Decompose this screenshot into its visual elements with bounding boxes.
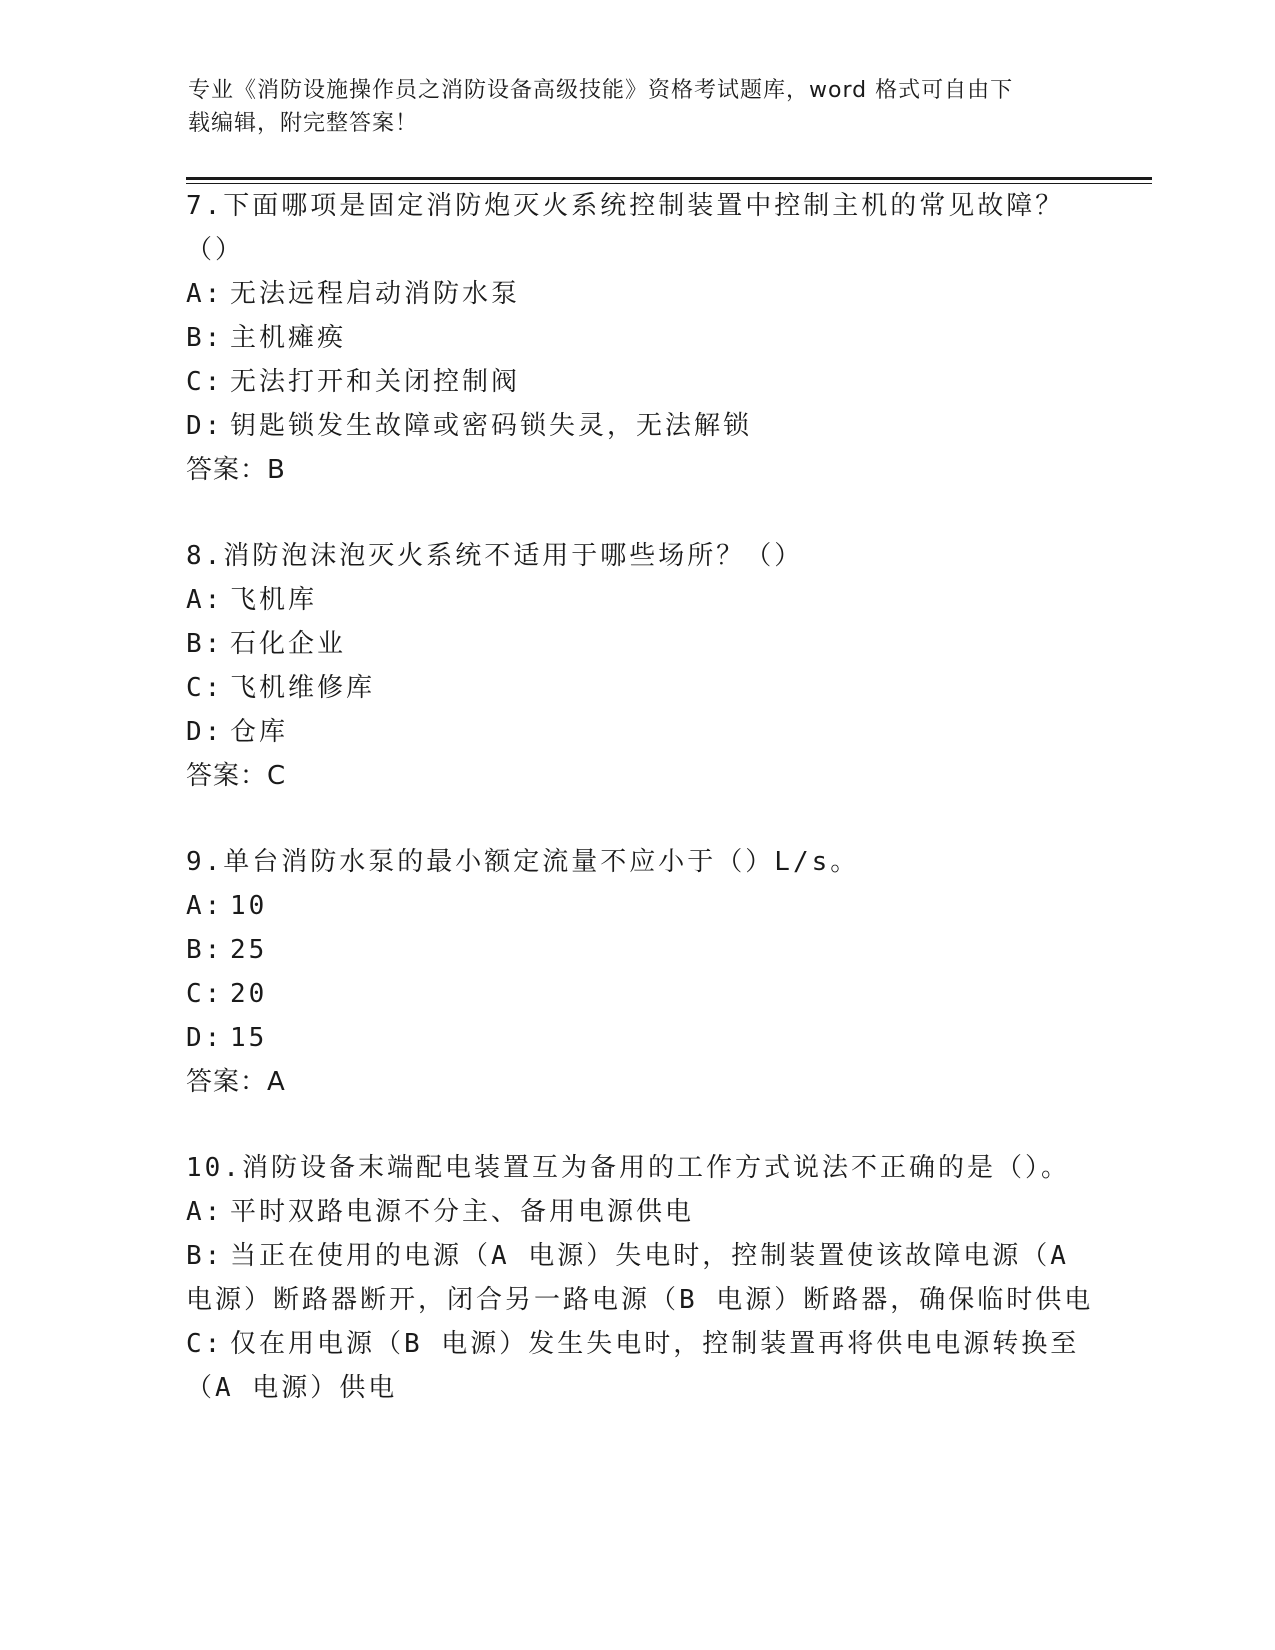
question-9-answer: 答案：A xyxy=(186,1067,286,1097)
question-7-option-a xyxy=(186,278,520,310)
option-text: 平时双路电源不分主、备用电源供电 xyxy=(230,1197,695,1227)
question-7-answer: 答案：B xyxy=(186,455,286,485)
option-text: 仅在用电源（B 电源）发生失电时，控制装置再将供电电源转换至 xyxy=(230,1329,1080,1359)
question-7-option-d xyxy=(186,410,752,442)
header-line-1: 专业《消防设施操作员之消防设备高级技能》资格考试题库，word 格式可自由下 xyxy=(188,78,1014,103)
option-label: A: xyxy=(186,279,224,309)
question-10-option-b xyxy=(186,1240,1069,1272)
option-text: 无法打开和关闭控制阀 xyxy=(230,367,521,397)
document-header xyxy=(188,74,1068,140)
option-text: 飞机库 xyxy=(230,585,318,615)
option-text: 25 xyxy=(230,935,268,965)
question-8-option-c xyxy=(186,672,375,704)
question-8-stem: 8.消防泡沫泡灭火系统不适用于哪些场所？（） xyxy=(186,541,804,571)
option-label: B: xyxy=(186,629,224,659)
option-label: C: xyxy=(186,979,224,1009)
header-rule-thin xyxy=(186,183,1152,184)
question-10-option-c xyxy=(186,1328,1079,1360)
option-label: D: xyxy=(186,1023,224,1053)
question-9-option-b xyxy=(186,934,267,966)
question-7-stem: 7.下面哪项是固定消防炮灭火系统控制装置中控制主机的常见故障？ xyxy=(186,191,1065,221)
option-text: 10 xyxy=(230,891,268,921)
option-text: 20 xyxy=(230,979,268,1009)
question-9-option-d xyxy=(186,1022,267,1054)
question-7-option-c xyxy=(186,366,520,398)
question-10-option-b-cont: 电源）断路器断开，闭合另一路电源（B 电源）断路器，确保临时供电 xyxy=(186,1285,1094,1315)
option-label: C: xyxy=(186,1329,224,1359)
option-label: B: xyxy=(186,935,224,965)
option-text: 飞机维修库 xyxy=(230,673,376,703)
option-text: 主机瘫痪 xyxy=(230,323,347,353)
option-label: A: xyxy=(186,891,224,921)
header-line-2: 载编辑，附完整答案！ xyxy=(188,111,419,136)
question-10-stem: 10.消防设备末端配电装置互为备用的工作方式说法不正确的是（）。 xyxy=(186,1153,1070,1183)
question-10-option-c-cont: （A 电源）供电 xyxy=(186,1373,398,1403)
question-8-option-d xyxy=(186,716,288,748)
question-10-option-a xyxy=(186,1196,694,1228)
option-label: B: xyxy=(186,323,224,353)
question-7-stem-cont: （） xyxy=(186,235,245,265)
option-text: 15 xyxy=(230,1023,268,1053)
option-text: 当正在使用的电源（A 电源）失电时，控制装置使该故障电源（A xyxy=(230,1241,1069,1271)
option-label: B: xyxy=(186,1241,224,1271)
option-label: A: xyxy=(186,585,224,615)
question-9-option-c xyxy=(186,978,267,1010)
option-label: D: xyxy=(186,717,224,747)
option-text: 无法远程启动消防水泵 xyxy=(230,279,521,309)
question-9-stem: 9.单台消防水泵的最小额定流量不应小于（）L/s。 xyxy=(186,847,860,877)
question-8-option-a xyxy=(186,584,317,616)
option-label: C: xyxy=(186,673,224,703)
option-label: D: xyxy=(186,411,224,441)
question-9-option-a xyxy=(186,890,267,922)
question-8-answer: 答案：C xyxy=(186,761,287,791)
question-8-option-b xyxy=(186,628,346,660)
option-text: 石化企业 xyxy=(230,629,347,659)
option-label: C: xyxy=(186,367,224,397)
option-label: A: xyxy=(186,1197,224,1227)
question-7-option-b xyxy=(186,322,346,354)
header-rule-thick xyxy=(186,177,1152,180)
option-text: 仓库 xyxy=(230,717,289,747)
option-text: 钥匙锁发生故障或密码锁失灵，无法解锁 xyxy=(230,411,753,441)
